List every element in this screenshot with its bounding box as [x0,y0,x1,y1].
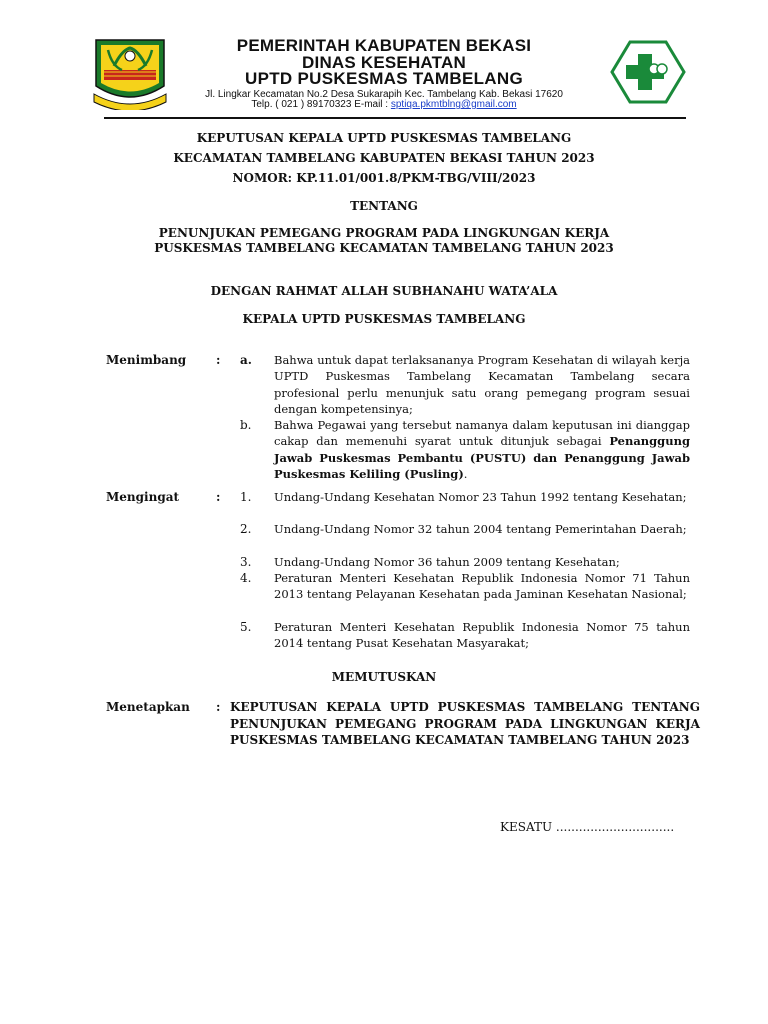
memutuskan-heading: MEMUTUSKAN [331,670,437,684]
letterhead [0,0,768,118]
mengingat-item-5: Peraturan Menteri Kesehatan Republik Indonesia Nomor 75 tahun 2014 tentang Pusat Kesehatan Masyarakat; [274,620,690,651]
letterhead-email-link[interactable]: sptiqa.pkmtblng@gmail.com [390,99,517,110]
decree-subject-line1: PENUNJUKAN PEMEGANG PROGRAM PADA LINGKUNGAN KERJA [158,226,610,240]
mengingat-colon: : [216,490,221,504]
mengingat-mark-5: 5. [240,620,252,634]
menetapkan-text: KEPUTUSAN KEPALA UPTD PUSKESMAS TAMBELANG TENTANG PENUNJUKAN PEMEGANG PROGRAM PADA LINGKUNGAN KERJA PUSKESMAS TAMBELANG KECAMATAN TAMBELANG TAHUN 2023 [230,700,700,747]
menimbang-item-b-text: Bahwa Pegawai yang tersebut namanya dalam keputusan ini dianggap cakap dan memenuhi syarat untuk ditunjuk sebagai [274,418,690,449]
letterhead-institution: UPTD PUSKESMAS TAMBELANG [245,69,523,88]
kabupaten-bekasi-emblem-icon [92,36,168,110]
mengingat-item-3: Undang-Undang Nomor 36 tahun 2009 tentang Kesehatan; [274,555,620,569]
mengingat-mark-3: 3. [240,555,252,569]
letterhead-contact [160,99,608,110]
kesatu-continuation: KESATU ............................... [500,820,675,834]
decree-tentang: TENTANG [350,199,418,213]
menimbang-label: Menimbang [106,353,187,367]
decree-title-line1: KEPUTUSAN KEPALA UPTD PUSKESMAS TAMBELANG [196,131,572,145]
decree-title-line2: KECAMATAN TAMBELANG KABUPATEN BEKASI TAHUN 2023 [173,151,595,165]
mengingat-item-2: Undang-Undang Nomor 32 tahun 2004 tentang Pemerintahan Daerah; [274,522,687,536]
mengingat-label: Mengingat [106,490,180,504]
letterhead-divider [104,117,686,119]
decree-authority: KEPALA UPTD PUSKESMAS TAMBELANG [242,312,526,326]
mengingat-mark-2: 2. [240,522,252,536]
letterhead-department: DINAS KESEHATAN [302,53,466,72]
decree-number: NOMOR: KP.11.01/001.8/PKM-TBG/VIII/2023 [232,171,536,185]
decree-subject-line2: PUSKESMAS TAMBELANG KECAMATAN TAMBELANG TAHUN 2023 [154,241,614,255]
menimbang-mark-a: a. [240,353,252,367]
menimbang-mark-b: b. [240,418,252,432]
menetapkan-colon: : [216,700,221,714]
mengingat-mark-4: 4. [240,571,252,585]
menimbang-item-b-bold: Penanggung Jawab Puskesmas Pembantu (PUSTU) dan Penanggung Jawab Puskesmas Keliling (Pusling) [274,434,690,481]
menimbang-item-b [274,417,690,482]
letterhead-government: PEMERINTAH KABUPATEN BEKASI [236,36,532,55]
menetapkan-label: Menetapkan [106,700,190,714]
letterhead-address: Jl. Lingkar Kecamatan No.2 Desa Sukarapih Kec. Tambelang Kab. Bekasi 17620 [205,89,563,100]
menimbang-item-b-end: . [463,466,468,481]
mengingat-mark-1: 1. [240,490,252,504]
menimbang-colon: : [216,353,221,367]
mengingat-item-4: Peraturan Menteri Kesehatan Republik Indonesia Nomor 71 Tahun 2013 tentang Pelayanan Kesehatan pada Jaminan Kesehatan Nasional; [274,571,690,602]
letterhead-phone: Telp. ( 021 ) 89170323 E-mail : [251,99,391,110]
puskesmas-emblem-icon [610,40,686,104]
menimbang-item-a: Bahwa untuk dapat terlaksananya Program Kesehatan di wilayah kerja UPTD Puskesmas Tambelang Kecamatan Tambelang secara profesional perlu menunjuk satu orang pemegang program sesuai dengan kompetensinya; [274,353,690,416]
mengingat-item-1: Undang-Undang Kesehatan Nomor 23 Tahun 1992 tentang Kesehatan; [274,490,687,504]
decree-rahmat: DENGAN RAHMAT ALLAH SUBHANAHU WATA’ALA [210,284,558,298]
